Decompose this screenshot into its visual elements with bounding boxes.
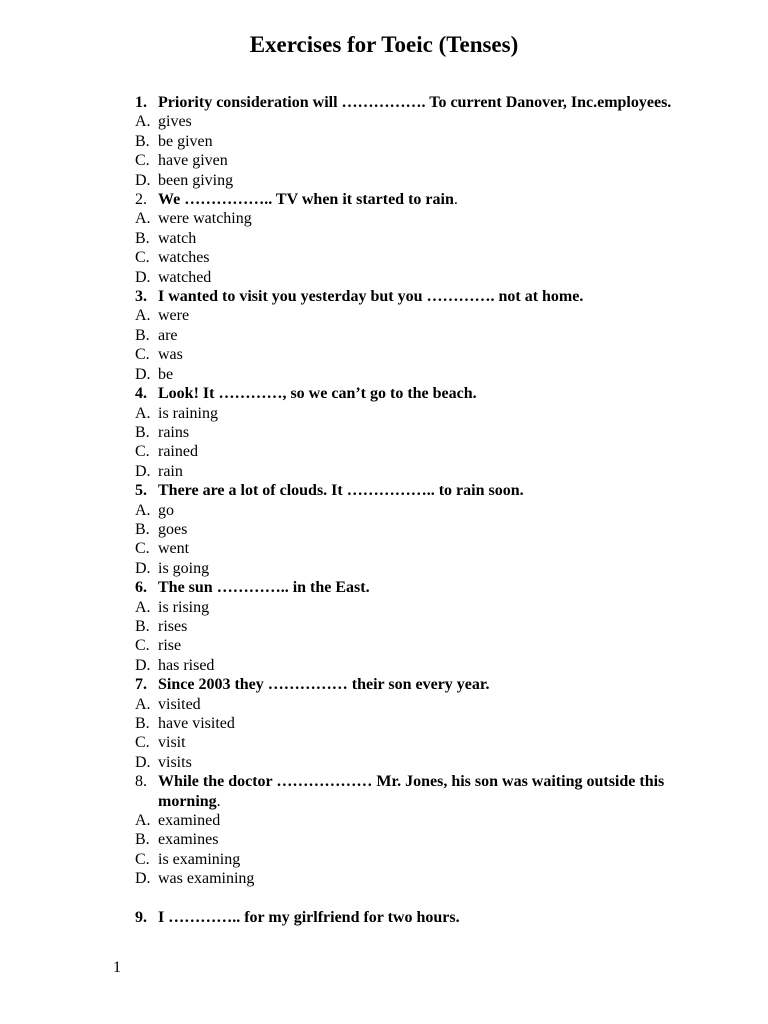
option-text: have visited xyxy=(158,715,235,732)
answer-option xyxy=(135,248,695,267)
option-letter: C. xyxy=(135,249,150,267)
answer-option xyxy=(135,404,695,423)
option-letter: B. xyxy=(135,831,150,849)
option-letter: A. xyxy=(135,307,151,325)
answer-option xyxy=(135,559,695,578)
question-text: The sun ………….. in the East. xyxy=(158,579,370,597)
option-letter: B. xyxy=(135,520,150,538)
question-9 xyxy=(135,908,695,927)
option-letter: C. xyxy=(135,540,150,558)
page-title: Exercises for Toeic (Tenses) xyxy=(249,32,519,57)
answer-option xyxy=(135,326,695,345)
question-text: Priority consideration will ……………. To current Danover, Inc.employees. xyxy=(158,94,672,111)
answer-option xyxy=(135,811,695,830)
answer-option xyxy=(135,171,695,190)
option-text: visit xyxy=(158,734,186,752)
answer-option xyxy=(135,462,695,481)
option-text: have given xyxy=(158,152,228,170)
question-number: 4. xyxy=(135,385,147,403)
answer-option xyxy=(135,151,695,170)
option-text: goes xyxy=(158,520,188,538)
answer-option xyxy=(135,539,695,558)
question-number: 1. xyxy=(135,94,147,111)
answer-option xyxy=(135,869,695,888)
question-text: Since 2003 they …………… their son every year. xyxy=(158,676,490,694)
answer-option xyxy=(135,520,695,539)
question-stem xyxy=(158,384,477,403)
option-letter: D. xyxy=(135,870,151,888)
option-letter: B. xyxy=(135,132,150,150)
option-text: were watching xyxy=(158,210,252,228)
option-text: is raining xyxy=(158,404,218,422)
option-text: been giving xyxy=(158,171,234,189)
question-7 xyxy=(135,675,695,694)
question-stem xyxy=(158,675,490,694)
option-text: rises xyxy=(158,617,188,635)
answer-option xyxy=(135,423,695,442)
question-stem xyxy=(158,481,524,500)
answer-option xyxy=(135,733,695,752)
question-stem xyxy=(158,93,671,112)
answer-option xyxy=(135,209,695,228)
option-text: examined xyxy=(158,812,221,830)
answer-option xyxy=(135,830,695,849)
question-number: 3. xyxy=(135,288,147,306)
option-text: is examining xyxy=(158,850,241,868)
option-text: are xyxy=(158,326,178,344)
option-letter: D. xyxy=(135,753,151,771)
question-number: 6. xyxy=(135,579,147,597)
option-text: watches xyxy=(158,249,210,267)
answer-option xyxy=(135,345,695,364)
option-text: visits xyxy=(158,753,192,771)
question-text: I wanted to visit you yesterday but you …………. not at home. xyxy=(158,288,584,306)
option-text: gives xyxy=(158,113,192,131)
question-text: We …………….. TV when it started to rain xyxy=(158,191,454,209)
option-letter: D. xyxy=(135,656,151,674)
question-number: 2. xyxy=(135,191,147,209)
option-letter: C. xyxy=(135,637,150,655)
option-letter: B. xyxy=(135,423,150,441)
answer-option xyxy=(135,695,695,714)
question-punctuation: . xyxy=(453,191,458,209)
option-text: rains xyxy=(158,423,190,441)
option-letter: B. xyxy=(135,229,150,247)
option-letter: A. xyxy=(135,501,151,519)
option-letter: D. xyxy=(135,365,151,383)
question-list xyxy=(135,93,695,927)
option-letter: A. xyxy=(135,210,151,228)
option-text: was xyxy=(158,346,183,364)
option-text: rained xyxy=(158,443,198,461)
option-text: be xyxy=(158,365,174,383)
option-letter: C. xyxy=(135,152,150,170)
option-letter: C. xyxy=(135,346,150,364)
option-letter: B. xyxy=(135,617,150,635)
option-letter: D. xyxy=(135,462,151,480)
option-text: rise xyxy=(158,637,182,655)
question-4 xyxy=(135,384,695,403)
option-text: watch xyxy=(158,229,197,247)
question-number: 5. xyxy=(135,482,147,500)
question-text: I ………….. for my girlfriend for two hours. xyxy=(158,909,460,927)
option-letter: C. xyxy=(135,734,150,752)
option-letter: A. xyxy=(135,695,151,713)
blank-line xyxy=(135,889,695,908)
question-6 xyxy=(135,578,695,597)
option-letter: B. xyxy=(135,715,150,732)
option-text: watched xyxy=(158,268,212,286)
answer-option xyxy=(135,365,695,384)
answer-option xyxy=(135,636,695,655)
answer-option xyxy=(135,850,695,869)
question-stem xyxy=(158,287,583,306)
option-letter: D. xyxy=(135,559,151,577)
question-5 xyxy=(135,481,695,500)
question-2 xyxy=(135,190,695,209)
answer-option xyxy=(135,501,695,520)
option-text: is rising xyxy=(158,598,210,616)
answer-option xyxy=(135,442,695,461)
option-letter: A. xyxy=(135,812,151,830)
question-text: There are a lot of clouds. It …………….. to rain soon. xyxy=(158,482,524,500)
question-number: 9. xyxy=(135,909,147,927)
option-letter: C. xyxy=(135,850,150,868)
option-text: was examining xyxy=(158,870,255,888)
option-letter: A. xyxy=(135,404,151,422)
question-number: 8. xyxy=(135,773,147,791)
option-letter: A. xyxy=(135,598,151,616)
question-stem xyxy=(158,190,458,209)
question-stem xyxy=(158,908,460,927)
option-text: is going xyxy=(158,559,210,577)
answer-option xyxy=(135,714,695,733)
question-8 xyxy=(135,772,695,811)
option-letter: B. xyxy=(135,326,150,344)
answer-option xyxy=(135,268,695,287)
page-number: 1 xyxy=(113,959,121,976)
option-text: visited xyxy=(158,695,201,713)
option-letter: A. xyxy=(135,113,151,131)
question-punctuation: . xyxy=(216,792,221,810)
answer-option xyxy=(135,229,695,248)
answer-option xyxy=(135,132,695,151)
option-text: has rised xyxy=(158,656,215,674)
option-letter: C. xyxy=(135,443,150,461)
answer-option xyxy=(135,656,695,675)
answer-option xyxy=(135,598,695,617)
question-stem xyxy=(158,772,695,811)
question-1 xyxy=(135,93,695,112)
question-stem xyxy=(158,578,370,597)
option-text: go xyxy=(158,501,174,519)
option-text: be given xyxy=(158,132,213,150)
option-text: were xyxy=(158,307,190,325)
question-number: 7. xyxy=(135,676,147,694)
question-text: While the doctor ……………… Mr. Jones, his son was waiting outside this morning xyxy=(158,773,665,810)
question-text: Look! It …………, so we can’t go to the beach. xyxy=(158,385,477,403)
question-3 xyxy=(135,287,695,306)
answer-option xyxy=(135,617,695,636)
option-text: rain xyxy=(158,462,183,480)
option-letter: D. xyxy=(135,171,151,189)
answer-option xyxy=(135,306,695,325)
option-text: examines xyxy=(158,831,219,849)
option-text: went xyxy=(158,540,190,558)
answer-option xyxy=(135,112,695,131)
answer-option xyxy=(135,753,695,772)
option-letter: D. xyxy=(135,268,151,286)
